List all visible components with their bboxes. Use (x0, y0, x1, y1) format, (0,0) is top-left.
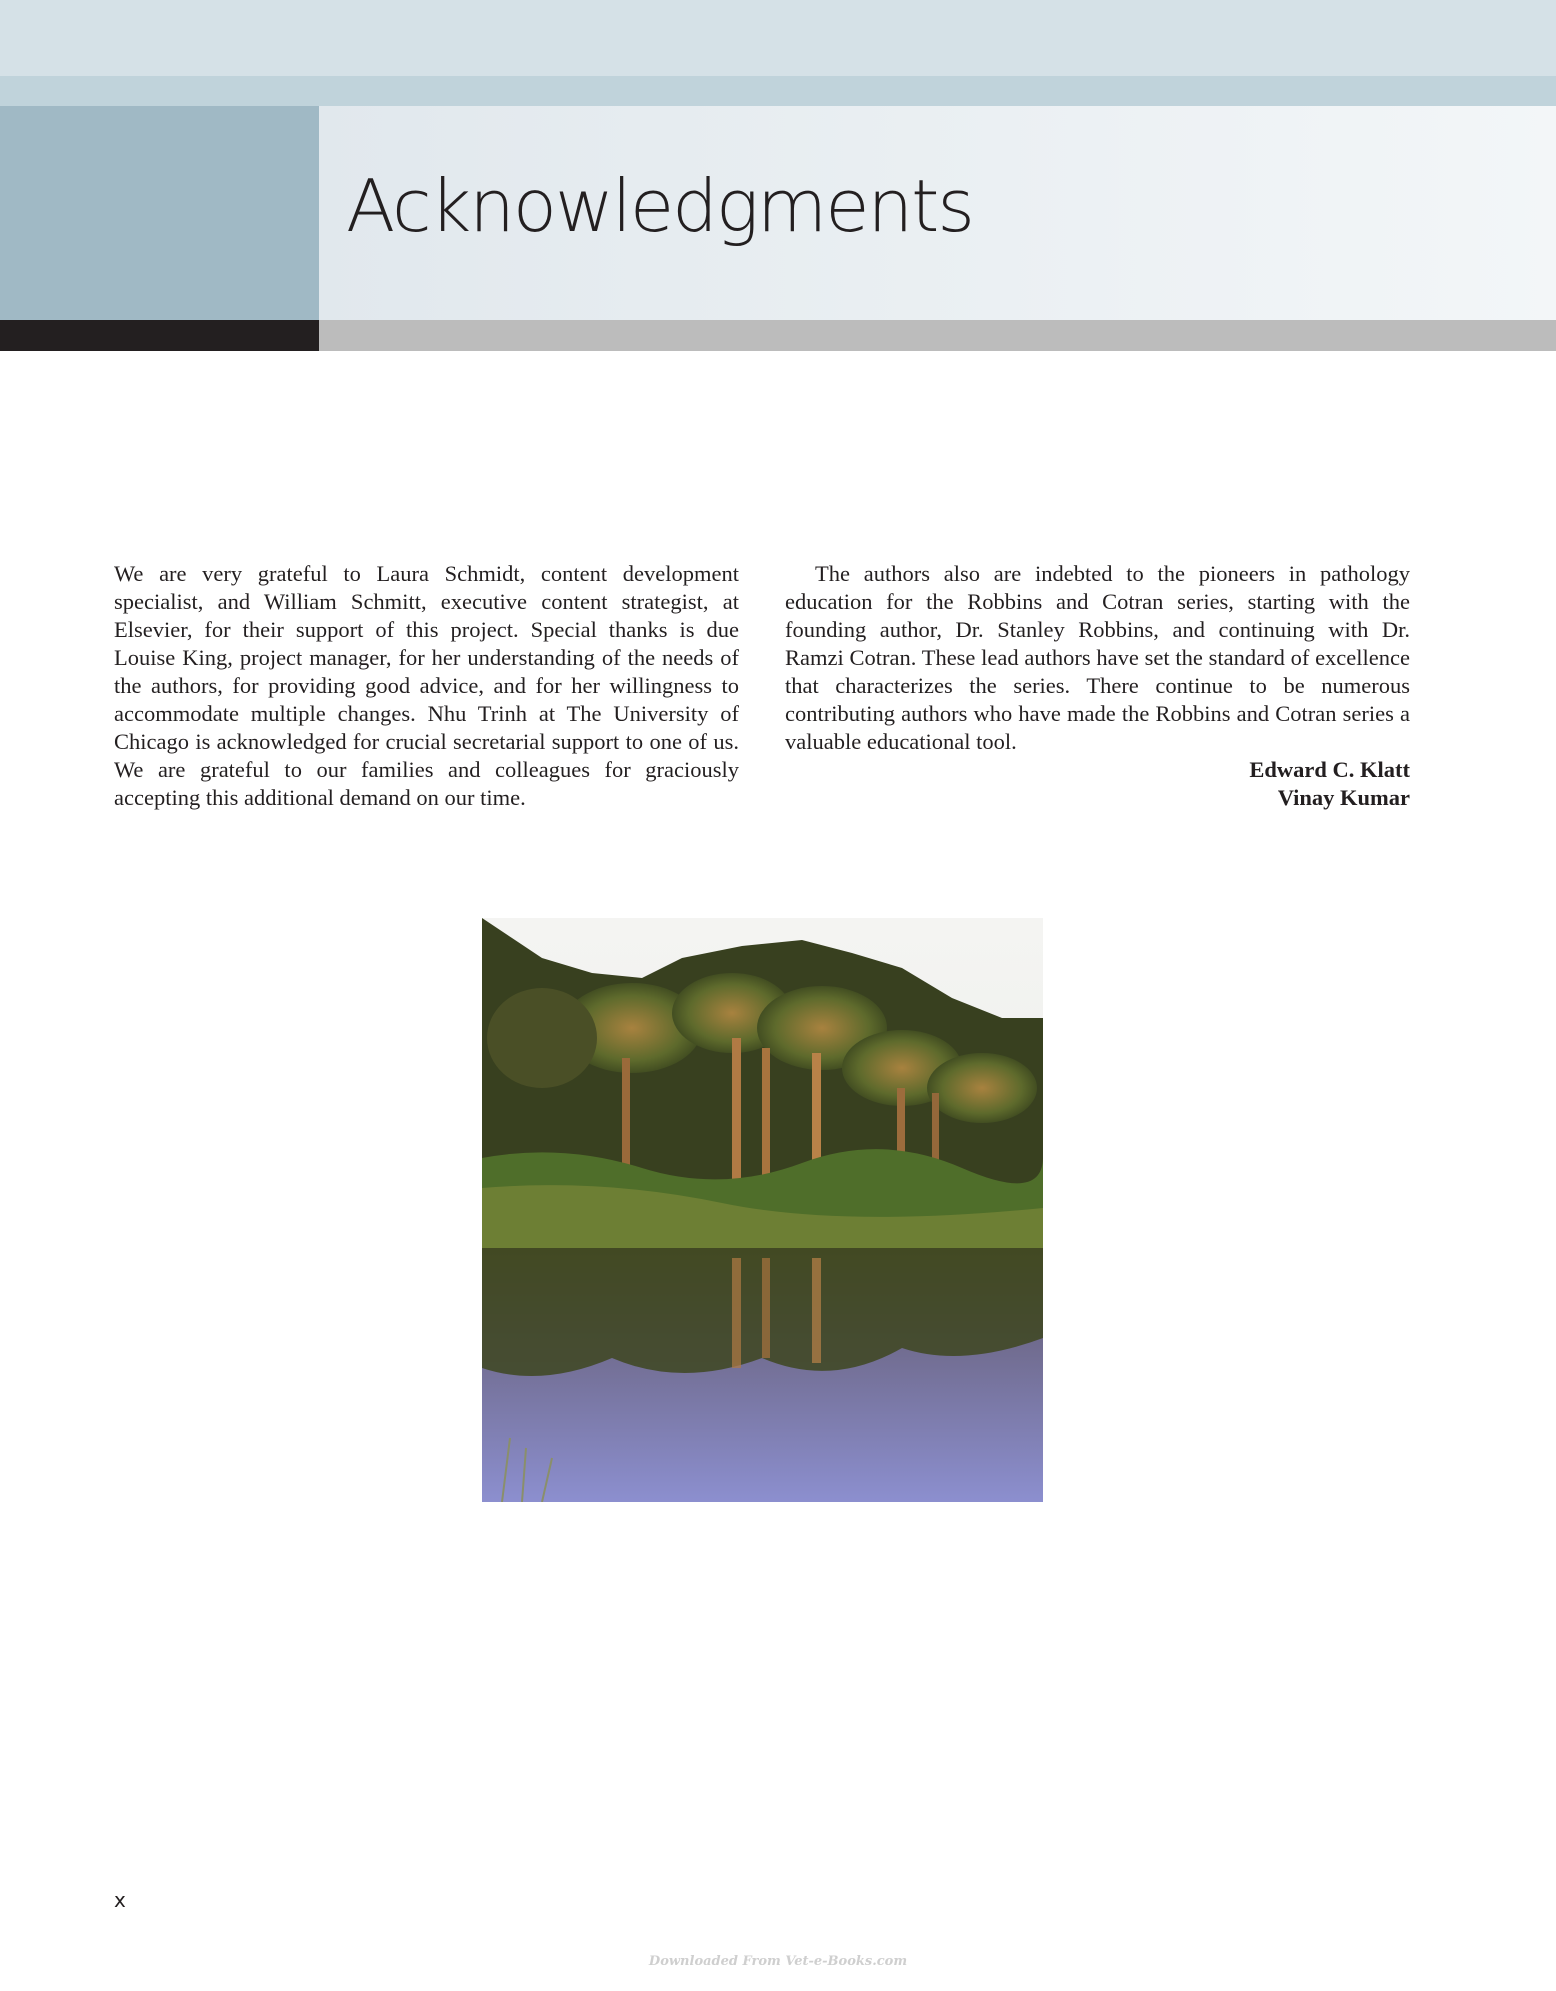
right-column (785, 560, 1410, 812)
header-dark-bar (0, 320, 319, 351)
acknowledgment-paragraph-left: We are very grateful to Laura Schmidt, content development specialist, and William Schmitt, executive content strategist, at Elsevier, for their support of this project. Special thanks is due Louise King, project manager, for her understanding of the needs of the authors, for providing good advice, and for her willingness to accommodate multiple changes. Nhu Trinh at The University of Chicago is acknowledged for crucial secretarial support to one of us. We are grateful to our families and colleagues for graciously accepting this additional demand on our time. (114, 561, 739, 810)
signature-author-2: Vinay Kumar (1277, 785, 1410, 810)
header-mid-band (0, 76, 1556, 106)
header-top-band (0, 0, 1556, 76)
left-column (114, 560, 739, 812)
signature-author-1: Edward C. Klatt (1249, 757, 1410, 782)
header-left-block (0, 106, 319, 320)
landscape-photo (482, 918, 1043, 1502)
page-number: x (114, 1888, 126, 1912)
download-watermark: Downloaded From Vet-e-Books.com (648, 1954, 908, 1969)
acknowledgment-paragraph-right: The authors also are indebted to the pioneers in pathology education for the Robbins and Cotran series, starting with the founding author, Dr. Stanley Robbins, and continuing with Dr. Ramzi Cotran. These lead authors have set the standard of excellence that characterizes the series. There continue to be numerous contributing authors who have made the Robbins and Cotran series a valuable educational tool. (785, 561, 1410, 754)
page-title: Acknowledgments (346, 164, 973, 248)
header-gray-bar (319, 320, 1556, 351)
